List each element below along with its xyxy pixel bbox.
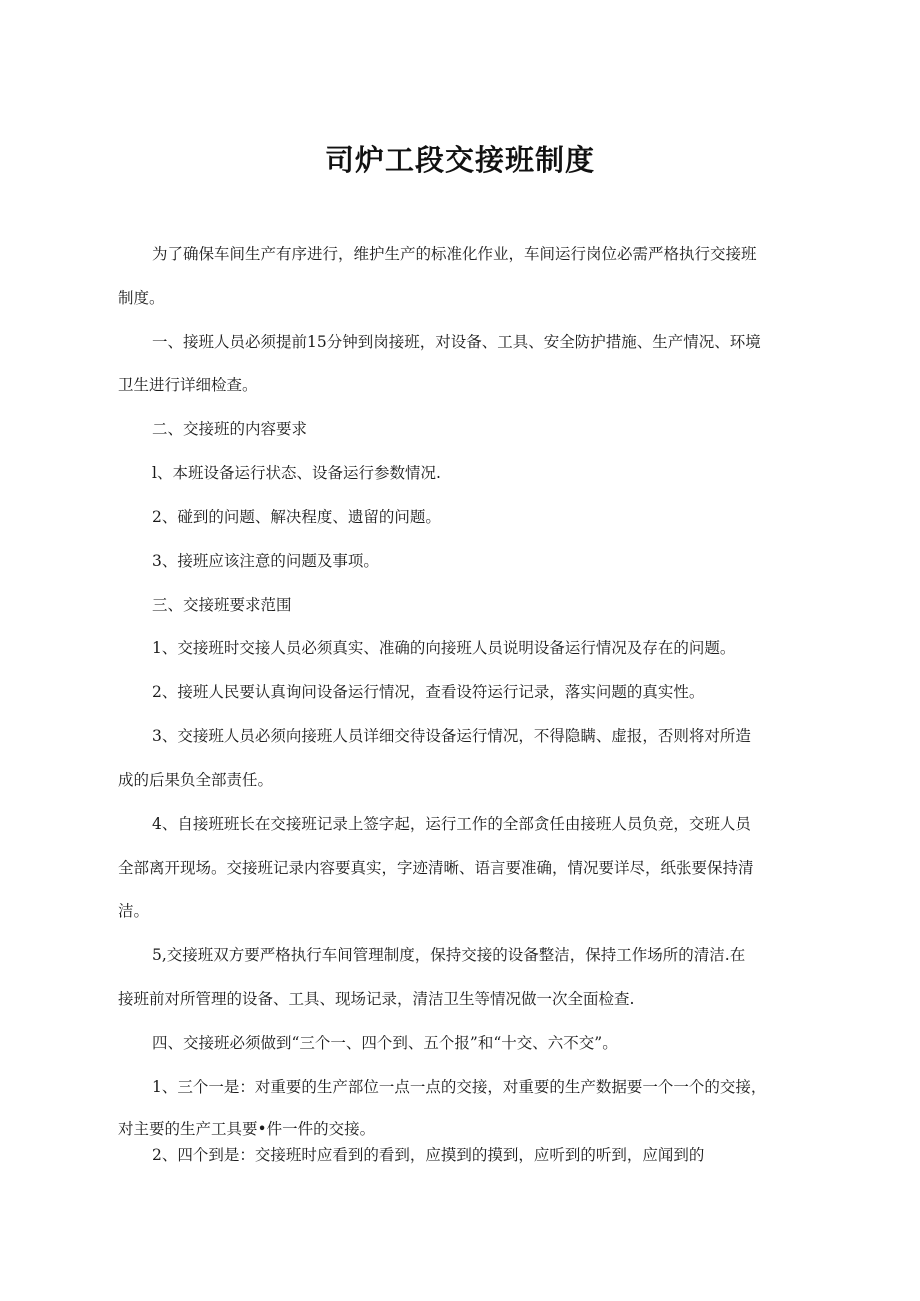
list-item: 2、碰到的问题、解决程度、遗留的问题。 [152, 508, 441, 526]
section-heading: 三、交接班要求范围 [152, 596, 292, 614]
list-item: 1、交接班时交接人员必须真实、准确的向接班人员说明设备运行情况及存在的问题。 [152, 639, 736, 657]
paragraph-line: 一、接班人员必须提前15分钟到岗接班，对设备、工具、安全防护措施、生产情况、环境 [152, 333, 761, 351]
paragraph-line: 接班前对所管理的设备、工具、现场记录，清洁卫生等情况做一次全面检查. [118, 990, 635, 1008]
list-item: l、本班设备运行状态、设备运行参数情况. [152, 464, 441, 482]
list-item: 4、自接班班长在交接班记录上签字起，运行工作的全部贪任由接班人员负竞，交班人员 [152, 815, 751, 833]
list-item: 2、接班人民要认真询问设备运行情况，查看设符运行记录，落实问题的真实性。 [152, 683, 705, 701]
paragraph-line: 卫生进行详细检查。 [118, 376, 258, 394]
paragraph-line: 制度。 [118, 289, 165, 307]
paragraph-line: 全部离开现场。交接班记录内容要真实，字迹清晰、语言要准确，情况要详尽，纸张要保持清 [118, 859, 754, 877]
list-item: 5,交接班双方要严格执行车间管理制度，保持交接的设备整洁，保持工作场所的清洁.在 [152, 946, 746, 964]
paragraph-line: 为了确保车间生产有序进行，维护生产的标准化作业，车间运行岗位必需严格执行交接班 [152, 245, 757, 263]
list-item: 1、三个一是：对重要的生产部位一点一点的交接，对重要的生产数据要一个一个的交接， [152, 1078, 767, 1096]
list-item: 2、四个到是：交接班时应看到的看到，应摸到的摸到，应听到的听到，应闻到的 [152, 1146, 705, 1164]
list-item: 3、接班应该注意的问题及事项。 [152, 552, 379, 570]
section-heading: 四、交接班必须做到“三个一、四个到、五个报”和“十交、六不交”。 [152, 1034, 618, 1052]
paragraph-line: 洁。 [118, 902, 150, 920]
paragraph-line: 对主要的生产工具要•件一件的交接。 [118, 1120, 376, 1138]
section-heading: 二、交接班的内容要求 [152, 420, 308, 438]
list-item: 3、交接班人员必须向接班人员详细交待设备运行情况，不得隐瞒、虚报，否则将对所造 [152, 727, 751, 745]
paragraph-line: 成的后果负全部责任。 [118, 771, 274, 789]
document-title: 司炉工段交接班制度 [324, 143, 595, 177]
